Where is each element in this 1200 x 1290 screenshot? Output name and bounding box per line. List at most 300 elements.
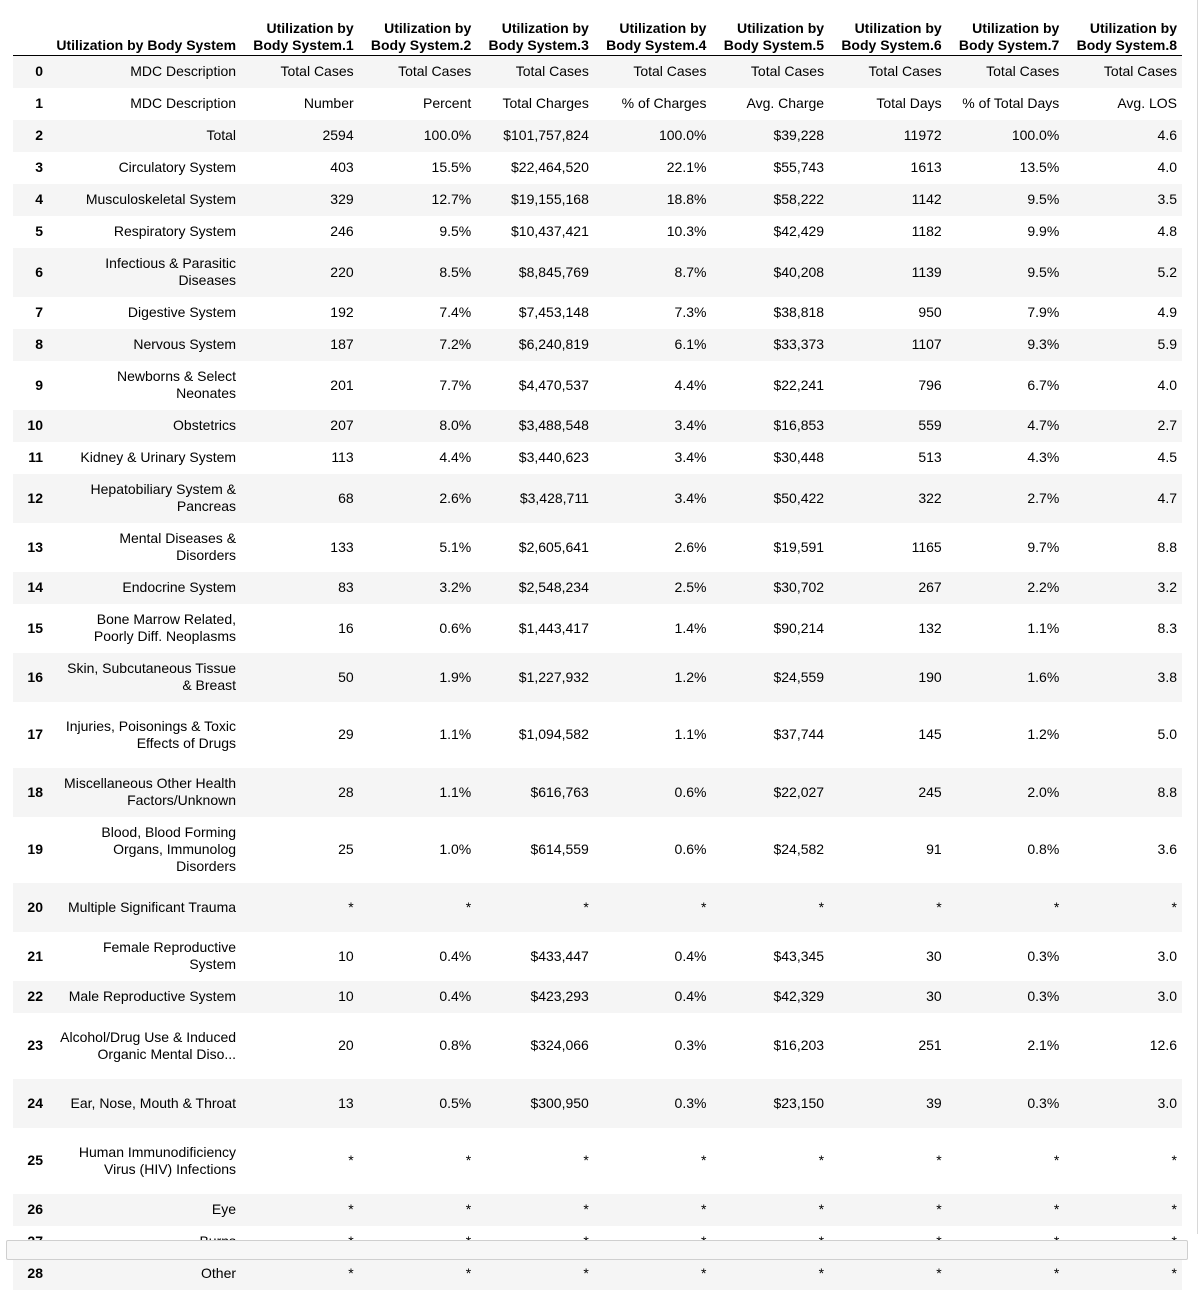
table-cell: 68 xyxy=(338,489,354,506)
table-cell: * xyxy=(1053,1201,1060,1217)
table-cell: 4.8 xyxy=(1157,223,1177,239)
table-cell: * xyxy=(465,1152,472,1168)
table-cell: Total Cases xyxy=(1103,63,1177,80)
table-cell: 3.4% xyxy=(674,489,707,506)
table-cell: 2.1% xyxy=(1027,1037,1060,1053)
table-cell: * xyxy=(583,1265,589,1281)
table-cell: $58,222 xyxy=(773,191,825,207)
table-body xyxy=(13,56,1182,1290)
table-cell: $16,203 xyxy=(773,1037,825,1053)
table-cell: 16 xyxy=(338,619,354,636)
table-cell: * xyxy=(465,1201,472,1217)
row-index: 10 xyxy=(27,417,43,433)
mdc-description-cell: Blood, Blood Forming Organs, Immunolog Disorders xyxy=(101,824,237,874)
column-header: Utilization by Body System.6 xyxy=(829,8,947,56)
table-cell: 5.2 xyxy=(1157,263,1177,280)
mdc-description-cell: Mental Diseases & Disorders xyxy=(119,530,237,563)
mdc-description-cell: Eye xyxy=(211,1201,237,1217)
table-cell: 5.0 xyxy=(1157,726,1177,742)
table-cell: 132 xyxy=(918,619,942,636)
table-cell: $7,453,148 xyxy=(518,304,589,320)
mdc-description-cell: Nervous System xyxy=(133,336,237,352)
table-cell: 1139 xyxy=(911,263,942,280)
table-cell: 4.7% xyxy=(1027,417,1060,433)
table-cell: 91 xyxy=(926,841,942,857)
table-cell: * xyxy=(701,898,707,915)
next-code-cell[interactable] xyxy=(6,1240,1188,1260)
row-index: 24 xyxy=(27,1094,43,1111)
table-cell: $300,950 xyxy=(530,1094,589,1111)
mdc-description-cell: Endocrine System xyxy=(122,579,237,595)
table-cell: 7.7% xyxy=(439,376,472,393)
table-row xyxy=(13,474,1182,523)
table-cell: 559 xyxy=(918,417,942,433)
table-cell: 4.4% xyxy=(674,376,707,393)
mdc-description-cell: Kidney & Urinary System xyxy=(80,449,237,465)
row-index: 14 xyxy=(27,579,43,595)
row-index: 19 xyxy=(27,841,43,857)
table-cell: 1165 xyxy=(911,538,942,555)
table-cell: $30,448 xyxy=(773,449,825,465)
table-row xyxy=(13,120,1182,152)
table-cell: Total Days xyxy=(876,95,942,111)
table-cell: 83 xyxy=(338,579,354,595)
table-row xyxy=(13,604,1182,653)
table-cell: Total Cases xyxy=(515,63,589,80)
table-cell: 11972 xyxy=(903,127,942,143)
header-row xyxy=(13,8,1182,56)
table-cell: 1.4% xyxy=(674,619,707,636)
table-cell: Total Cases xyxy=(280,63,354,80)
table-cell: $2,605,641 xyxy=(518,538,589,555)
table-cell: 5.9 xyxy=(1157,336,1177,352)
table-cell: Total Cases xyxy=(633,63,707,80)
table-cell: $616,763 xyxy=(530,783,589,800)
table-cell: $39,228 xyxy=(773,127,825,143)
row-index: 9 xyxy=(35,376,43,393)
table-cell: 100.0% xyxy=(423,127,472,143)
table-cell: $24,582 xyxy=(773,841,825,857)
table-cell: $6,240,819 xyxy=(518,336,589,352)
table-cell: 9.5% xyxy=(439,223,472,239)
mdc-description-cell: Respiratory System xyxy=(113,223,237,239)
table-cell: $22,027 xyxy=(773,783,825,800)
row-index: 20 xyxy=(27,898,43,915)
table-cell: 1.1% xyxy=(1027,619,1060,636)
table-cell: $22,241 xyxy=(773,376,825,393)
table-cell: 1.0% xyxy=(439,841,472,857)
table-cell: Total Cases xyxy=(750,63,825,80)
table-cell: 7.4% xyxy=(439,304,472,320)
row-index: 25 xyxy=(27,1152,43,1168)
table-row xyxy=(13,1194,1182,1226)
table-cell: 30 xyxy=(926,988,942,1004)
table-cell: Number xyxy=(303,95,354,111)
table-cell: 4.3% xyxy=(1027,449,1060,465)
table-cell: $1,094,582 xyxy=(518,726,589,742)
table-cell: 0.4% xyxy=(674,947,707,964)
table-cell: $50,422 xyxy=(773,489,825,506)
mdc-description-cell: MDC Description xyxy=(130,95,237,111)
table-cell: 22.1% xyxy=(666,159,707,175)
table-cell: 3.5 xyxy=(1157,191,1177,207)
mdc-description-cell: MDC Description xyxy=(130,63,237,80)
table-cell: 1107 xyxy=(911,336,942,352)
table-cell: 192 xyxy=(330,304,354,320)
table-cell: $433,447 xyxy=(530,947,589,964)
table-cell: $101,757,824 xyxy=(503,127,589,143)
table-cell: * xyxy=(1171,898,1177,915)
row-index: 28 xyxy=(27,1265,43,1281)
table-cell: $42,329 xyxy=(773,988,825,1004)
column-header: Utilization by Body System.1 xyxy=(241,8,359,56)
table-cell: $55,743 xyxy=(773,159,825,175)
table-cell: * xyxy=(348,1265,354,1281)
table-cell: 3.0 xyxy=(1157,947,1177,964)
table-cell: 2594 xyxy=(322,127,354,143)
table-cell: $30,702 xyxy=(773,579,825,595)
table-cell: 0.6% xyxy=(674,841,707,857)
table-cell: 0.3% xyxy=(1027,988,1060,1004)
table-cell: 9.9% xyxy=(1027,223,1060,239)
table-cell: 10 xyxy=(338,947,354,964)
table-row xyxy=(13,817,1182,883)
table-cell: 12.6 xyxy=(1149,1037,1177,1053)
column-header: Utilization by Body System.2 xyxy=(359,8,477,56)
table-cell: 5.1% xyxy=(439,538,472,555)
table-cell: 12.7% xyxy=(431,191,472,207)
table-cell: 9.5% xyxy=(1027,191,1060,207)
row-index: 12 xyxy=(27,489,43,506)
table-row xyxy=(13,932,1182,981)
table-cell: 0.3% xyxy=(674,1094,707,1111)
table-cell: 2.5% xyxy=(674,579,707,595)
mdc-description-cell: Miscellaneous Other Health Factors/Unknown xyxy=(64,775,237,808)
table-row xyxy=(13,1128,1182,1194)
table-row xyxy=(13,297,1182,329)
table-row xyxy=(13,981,1182,1013)
table-cell: % of Total Days xyxy=(962,95,1060,111)
table-cell: 133 xyxy=(330,538,354,555)
mdc-description-cell: Injuries, Poisonings & Toxic Effects of Drugs xyxy=(65,717,237,751)
mdc-description-cell: Multiple Significant Trauma xyxy=(67,898,237,915)
table-cell: 0.8% xyxy=(439,1037,472,1053)
table-cell: * xyxy=(936,1152,942,1168)
table-cell: 3.2 xyxy=(1157,579,1177,595)
table-cell: 8.8 xyxy=(1157,538,1177,555)
table-cell: 100.0% xyxy=(1011,127,1060,143)
row-index: 3 xyxy=(35,159,43,175)
table-cell: $90,214 xyxy=(773,619,825,636)
table-cell: 3.8 xyxy=(1157,668,1177,685)
table-cell: 10.3% xyxy=(666,223,707,239)
table-cell: $19,155,168 xyxy=(511,191,589,207)
table-cell: 1.1% xyxy=(439,783,472,800)
row-index: 1 xyxy=(35,95,43,111)
column-header: Utilization by Body System.4 xyxy=(594,8,712,56)
table-cell: * xyxy=(583,898,589,915)
table-cell: * xyxy=(1053,898,1060,915)
table-cell: 1142 xyxy=(911,191,942,207)
table-row xyxy=(13,442,1182,474)
table-cell: 1613 xyxy=(910,159,942,175)
table-cell: 8.7% xyxy=(674,263,707,280)
table-cell: 796 xyxy=(918,376,942,393)
table-row xyxy=(13,248,1182,297)
table-cell: 4.7 xyxy=(1157,489,1177,506)
table-cell: 3.4% xyxy=(674,449,707,465)
table-cell: * xyxy=(701,1265,707,1281)
row-index: 21 xyxy=(27,947,43,964)
table-cell: 267 xyxy=(918,579,942,595)
table-cell: 513 xyxy=(918,449,942,465)
table-cell: 2.6% xyxy=(439,489,472,506)
mdc-description-cell: Female Reproductive System xyxy=(102,939,237,972)
table-cell: 0.3% xyxy=(1027,1094,1060,1111)
table-cell: $8,845,769 xyxy=(518,263,589,280)
table-cell: 329 xyxy=(330,191,354,207)
table-cell: 20 xyxy=(338,1037,354,1053)
table-cell: 3.0 xyxy=(1157,1094,1177,1111)
table-row xyxy=(13,1258,1182,1290)
table-row xyxy=(13,1013,1182,1079)
table-cell: 7.2% xyxy=(439,336,472,352)
table-cell: 2.7% xyxy=(1027,489,1060,506)
mdc-description-cell: Ear, Nose, Mouth & Throat xyxy=(70,1094,237,1111)
table-cell: 4.0 xyxy=(1157,159,1177,175)
table-cell: 403 xyxy=(330,159,354,175)
table-cell: 7.9% xyxy=(1027,304,1060,320)
table-cell: 9.7% xyxy=(1027,538,1060,555)
table-row xyxy=(13,184,1182,216)
table-cell: 8.8 xyxy=(1157,783,1177,800)
table-cell: 13.5% xyxy=(1019,159,1060,175)
table-cell: 251 xyxy=(918,1037,942,1053)
table-cell: Total Cases xyxy=(868,63,942,80)
table-cell: 0.4% xyxy=(674,988,707,1004)
table-cell: 30 xyxy=(926,947,942,964)
table-cell: * xyxy=(348,1201,354,1217)
table-cell: 18.8% xyxy=(666,191,707,207)
column-header: Utilization by Body System.3 xyxy=(476,8,594,56)
table-header xyxy=(13,8,1182,56)
table-cell: 1182 xyxy=(911,223,942,239)
table-cell: 2.0% xyxy=(1027,783,1060,800)
table-cell: 100.0% xyxy=(658,127,707,143)
table-row xyxy=(13,361,1182,410)
table-cell: 15.5% xyxy=(431,159,472,175)
table-cell: $1,227,932 xyxy=(518,668,589,685)
table-cell: 6.1% xyxy=(674,336,707,352)
table-row xyxy=(13,56,1182,88)
table-cell: 3.4% xyxy=(674,417,707,433)
table-cell: $3,488,548 xyxy=(518,417,589,433)
mdc-description-cell: Total xyxy=(206,127,237,143)
table-cell: 8.5% xyxy=(439,263,472,280)
mdc-description-cell: Newborns & Select Neonates xyxy=(116,368,237,401)
table-cell: 4.5 xyxy=(1157,449,1177,465)
table-cell: $22,464,520 xyxy=(511,159,589,175)
table-cell: * xyxy=(348,898,354,915)
table-cell: $3,440,623 xyxy=(518,449,589,465)
table-cell: * xyxy=(818,898,825,915)
table-cell: 1.9% xyxy=(439,668,472,685)
table-cell: 3.6 xyxy=(1157,841,1177,857)
table-cell: 39 xyxy=(926,1094,942,1111)
table-cell: $10,437,421 xyxy=(511,223,589,239)
mdc-description-cell: Obstetrics xyxy=(173,417,237,433)
table-cell: 245 xyxy=(918,783,942,800)
mdc-description-cell: Bone Marrow Related, Poorly Diff. Neoplasms xyxy=(93,611,237,644)
table-cell: 4.0 xyxy=(1157,376,1177,393)
table-cell: 6.7% xyxy=(1027,376,1060,393)
table-cell: Avg. LOS xyxy=(1117,95,1177,111)
table-cell: 0.3% xyxy=(1027,947,1060,964)
mdc-description-cell: Alcohol/Drug Use & Induced Organic Mental Diso... xyxy=(60,1028,237,1062)
row-index: 7 xyxy=(35,304,43,320)
column-header: Utilization by Body System.8 xyxy=(1064,8,1182,56)
table-cell: Total Cases xyxy=(986,63,1060,80)
table-row xyxy=(13,88,1182,120)
table-cell: 950 xyxy=(918,304,942,320)
row-index: 2 xyxy=(35,127,43,143)
table-cell: 3.0 xyxy=(1157,988,1177,1004)
table-cell: 2.2% xyxy=(1027,579,1060,595)
table-cell: 1.1% xyxy=(439,726,472,742)
table-row xyxy=(13,572,1182,604)
mdc-description-cell: Male Reproductive System xyxy=(68,988,237,1004)
table-cell: 145 xyxy=(918,726,942,742)
table-cell: $37,744 xyxy=(773,726,825,742)
table-cell: * xyxy=(936,1265,942,1281)
mdc-description-cell: Digestive System xyxy=(127,304,237,320)
table-cell: * xyxy=(701,1201,707,1217)
table-cell: 0.6% xyxy=(674,783,707,800)
table-cell: $42,429 xyxy=(773,223,825,239)
table-cell: $19,591 xyxy=(773,538,825,555)
table-cell: 9.5% xyxy=(1027,263,1060,280)
mdc-description-cell: Human Immunodificiency Virus (HIV) Infections xyxy=(78,1143,237,1177)
row-index: 26 xyxy=(27,1201,43,1217)
mdc-description-cell: Musculoskeletal System xyxy=(85,191,237,207)
table-cell: * xyxy=(1171,1201,1177,1217)
table-cell: $24,559 xyxy=(773,668,825,685)
table-cell: $2,548,234 xyxy=(518,579,589,595)
table-cell: $324,066 xyxy=(530,1037,589,1053)
table-cell: * xyxy=(583,1201,589,1217)
table-cell: 0.6% xyxy=(439,619,472,636)
row-index: 18 xyxy=(27,783,43,800)
table-row xyxy=(13,768,1182,817)
table-cell: * xyxy=(701,1152,707,1168)
column-header: Utilization by Body System.7 xyxy=(947,8,1065,56)
table-cell: 207 xyxy=(330,417,354,433)
table-cell: * xyxy=(465,898,472,915)
table-cell: 9.3% xyxy=(1027,336,1060,352)
table-cell: 1.2% xyxy=(1027,726,1060,742)
row-index: 0 xyxy=(35,63,43,80)
row-index: 17 xyxy=(27,726,43,742)
row-index: 5 xyxy=(35,223,43,239)
table-cell: $33,373 xyxy=(773,336,825,352)
table-cell: * xyxy=(348,1152,354,1168)
table-cell: $23,150 xyxy=(773,1094,825,1111)
table-cell: 13 xyxy=(338,1094,354,1111)
table-cell: 113 xyxy=(331,449,354,465)
table-cell: 322 xyxy=(918,489,942,506)
table-cell: 28 xyxy=(338,783,354,800)
table-cell: 1.6% xyxy=(1027,668,1060,685)
row-index: 11 xyxy=(28,449,43,465)
table-cell: 7.3% xyxy=(674,304,707,320)
table-row xyxy=(13,410,1182,442)
table-cell: 10 xyxy=(338,988,354,1004)
table-row xyxy=(13,702,1182,768)
table-cell: 0.4% xyxy=(439,947,472,964)
table-cell: $1,443,417 xyxy=(518,619,589,636)
table-cell: $3,428,711 xyxy=(519,489,589,506)
table-cell: * xyxy=(465,1265,472,1281)
table-cell: * xyxy=(1053,1152,1060,1168)
table-cell: $423,293 xyxy=(530,988,589,1004)
row-index: 16 xyxy=(27,668,43,685)
table-cell: * xyxy=(1171,1265,1177,1281)
table-row xyxy=(13,523,1182,572)
table-cell: Total Charges xyxy=(502,95,589,111)
table-cell: 1.1% xyxy=(674,726,707,742)
table-cell: 50 xyxy=(338,668,354,685)
table-cell: 8.3 xyxy=(1157,619,1177,636)
table-cell: 187 xyxy=(330,336,354,352)
table-cell: $38,818 xyxy=(773,304,825,320)
row-index: 6 xyxy=(35,263,43,280)
table-cell: 29 xyxy=(338,726,354,742)
mdc-description-cell: Infectious & Parasitic Diseases xyxy=(105,255,237,288)
table-cell: 246 xyxy=(330,223,354,239)
mdc-description-cell: Other xyxy=(201,1265,237,1281)
table-cell: * xyxy=(818,1265,825,1281)
table-row xyxy=(13,152,1182,184)
column-header: Utilization by Body System xyxy=(51,8,241,56)
index-header xyxy=(13,8,51,56)
dataframe-table xyxy=(13,8,1182,1290)
table-cell: Percent xyxy=(423,95,472,111)
table-cell: 190 xyxy=(918,668,942,685)
table-cell: * xyxy=(583,1152,589,1168)
mdc-description-cell: Skin, Subcutaneous Tissue & Breast xyxy=(67,660,237,693)
row-index: 4 xyxy=(35,191,43,207)
table-cell: Avg. Charge xyxy=(746,95,825,111)
table-row xyxy=(13,653,1182,702)
table-cell: 220 xyxy=(330,263,354,280)
table-cell: 4.6 xyxy=(1157,127,1177,143)
table-row xyxy=(13,329,1182,361)
table-cell: Total Cases xyxy=(398,63,472,80)
table-row xyxy=(13,883,1182,932)
row-index: 8 xyxy=(35,336,43,352)
table-row xyxy=(13,1079,1182,1128)
table-cell: 0.8% xyxy=(1027,841,1060,857)
table-row xyxy=(13,216,1182,248)
table-cell: 8.0% xyxy=(439,417,472,433)
table-cell: * xyxy=(818,1201,825,1217)
table-cell: 4.4% xyxy=(439,449,472,465)
table-cell: 3.2% xyxy=(439,579,472,595)
table-cell: 201 xyxy=(330,376,354,393)
table-cell: * xyxy=(1053,1265,1060,1281)
table-cell: 2.7 xyxy=(1157,417,1177,433)
table-cell: * xyxy=(1171,1152,1177,1168)
